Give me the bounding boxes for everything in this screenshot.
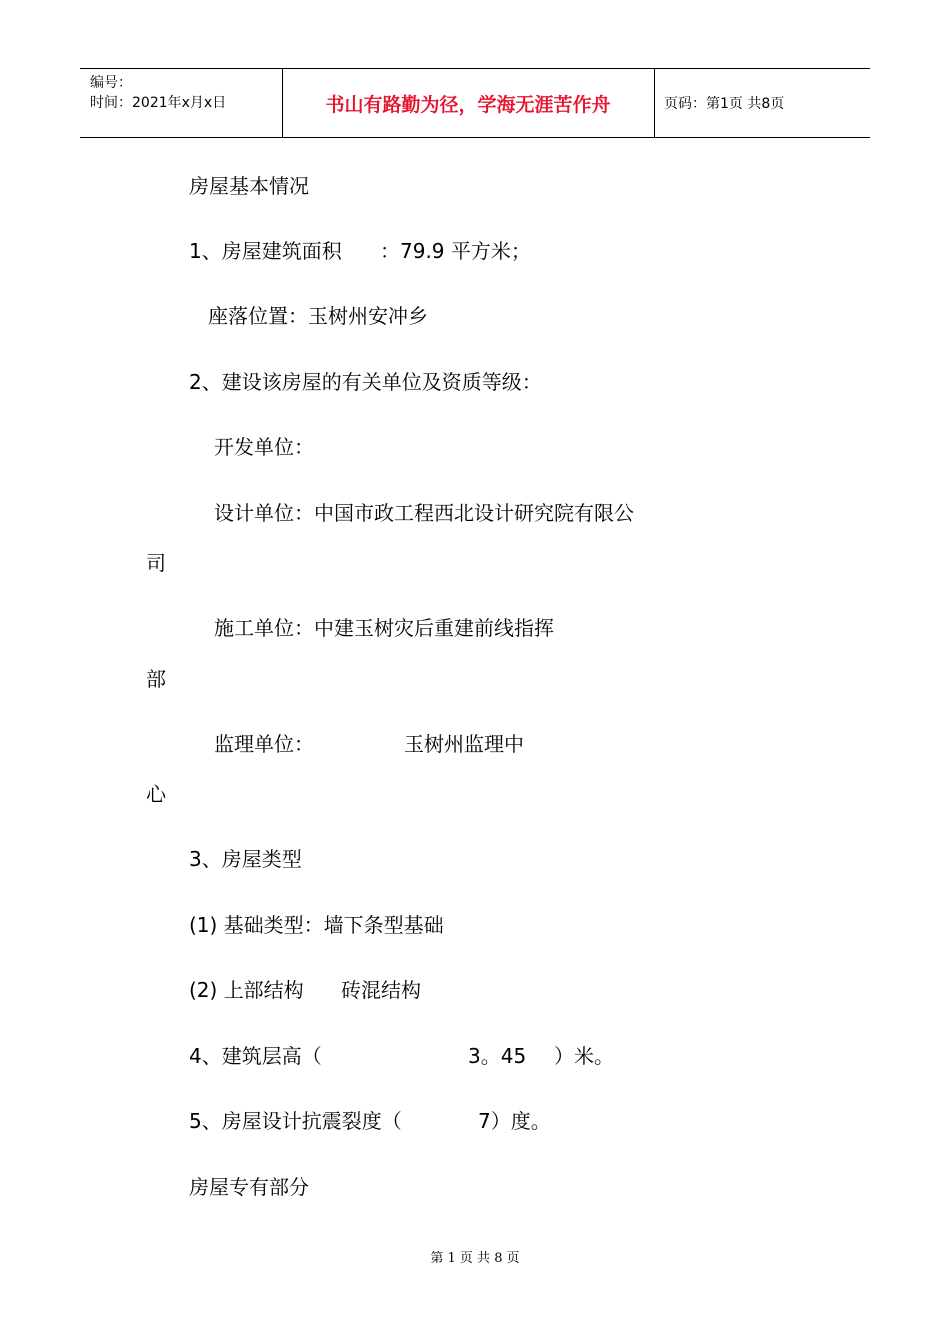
height-value: 3。45 [468,1044,527,1068]
structure-label: (2) 上部结构 [189,978,304,1002]
number-label: 编号： [90,75,132,91]
supervisor-value: 玉树州监理中 [404,732,524,756]
foundation: (1) 基础类型：墙下条型基础 [189,913,444,937]
section-title: 房屋基本情况 [189,174,309,198]
area-value: ：79.9 平方米； [380,239,531,263]
motto: 书山有路勤为径，学海无涯苦作舟 [325,93,611,116]
section-title: 房屋专有部分 [189,1175,309,1199]
height-label: 4、建筑层高（ [189,1044,322,1068]
builder: 施工单位：中建玉树灾后重建前线指挥 [214,616,554,640]
time-label: 时间：2021年x月x日 [90,95,227,111]
header-divider [654,69,655,137]
seismic-label: 5、房屋设计抗震裂度（ [189,1109,402,1133]
developer: 开发单位： [214,435,314,459]
supervisor-label: 监理单位： [214,732,314,756]
area-label: 1、房屋建筑面积 [189,239,342,263]
page-footer: 第 1 页 共 8 页 [430,1251,520,1266]
units-title: 2、建设该房屋的有关单位及资质等级： [189,370,542,394]
seismic-value: 7）度。 [478,1109,551,1133]
supervisor-continued: 心 [146,782,166,806]
page-info: 页码：第1页 共8页 [664,96,785,112]
location: 座落位置：玉树州安冲乡 [208,304,428,328]
structure-value: 砖混结构 [341,978,421,1002]
height-unit: ）米。 [554,1044,614,1068]
document-header [80,68,870,138]
designer: 设计单位：中国市政工程西北设计研究院有限公 [214,501,634,525]
type-title: 3、房屋类型 [189,847,302,871]
builder-continued: 部 [146,667,166,691]
header-meta [90,73,226,113]
designer-continued: 司 [146,551,166,575]
